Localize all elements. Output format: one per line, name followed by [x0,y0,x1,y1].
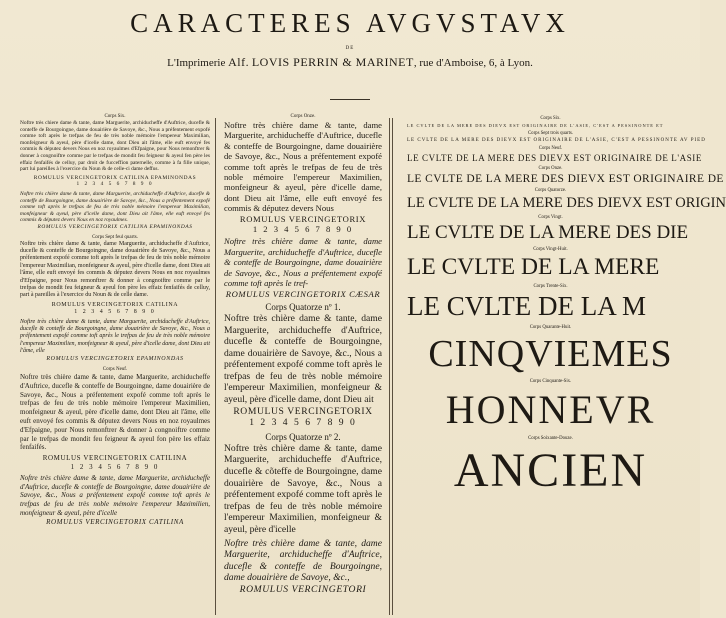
italic-caps-line: ROMULUS VERCINGETORIX CÆSAR [225,288,381,299]
imprint-prefix: L'Imprimerie [167,57,229,69]
digits-line: 1 2 3 4 5 6 7 8 9 0 [252,224,354,235]
text-block-neuf: Noftre très chière dame & tante, dame Marguerite, archiducheffe d'Auftrice, ducefle & conteffe de Bourgoingne, dame douairière de Savoye, &c., Nous a préfentement expofé comme toft après le trefpas de feu de très noble mémoire l'empereur Maximilien, monfeigneur & ayeul, père d'icelle dame, dont Dieu ait l'âme, elle euft envoyé fes commis & députez devers Nous en noz royaulmes d'Efpaigne, pour Nous remonftrer & donner à congnoiftre comme par le trefpas de mondit feu feigneur & ayeul fon père les effaiz fenfaifés. [20,373,210,452]
italic-block-sept: Noftre très chière dame & tante, dame Marguerite, archiducheffe d'Auftrice, ducefle & conteffe de Bourgoingne, dame douairière de Savoye, &c., Nous a préfentement expofé comme toft après le trefpas de feu de très noble mémoire l'empereur Maximilien, monfeigneur & ayeul, père d'icelle dame, dont Dieu ait l'âme, elle [20,318,210,355]
text-block-onze: Noftre très chière dame & tante, dame Marguerite, archiducheffe d'Auftrice, ducefle & conteffe de Bourgoingne, dame douairière de Savoye, &c., Nous a préfentement expofé comme toft après le trefpas de feu de très noble mémoire l'empereur Maximilien, monfeigneur & ayeul, père d'icelle dame, dont Dieu ait l'âme, elle euft envoyé fes commis & députez devers Nous [224,120,382,214]
display-line-sept: LE CVLTE DE LA MERE DES DIEVX EST ORIGINAIRE DE L'ASIE, C'EST A PESSINONTE AV PIED [407,138,706,143]
title-rule [330,99,370,100]
column-divider-right [389,118,390,615]
display-line-vingt: LE CVLTE DE LA MERE DES DIE [407,222,689,243]
column-small-sizes [20,113,210,613]
size-label: Corps Sept trois quarts. [527,131,574,136]
text-block-quatorze-1: Noftre très chière dame & tante, dame Marguerite, archiducheffe d'Auftrice, ducefle & conteffe de Bourgoingne, dame douairière de Savoye, &c., Nous a préfentement expofé comme toft après le trefpas de feu de très noble mémoire l'empereur Maximilien, monfeigneur & ayeul, père d'icelle dame, dont Dieu ait [224,312,382,406]
size-label: Corps Onze. [290,114,316,119]
page-title: CARACTERES AVGVSTAVX [130,8,570,38]
italic-caps-line: ROMULUS VERCINGETORI [239,583,367,595]
size-label: Corps Trente-Six. [533,284,568,289]
digits-line: 1 2 3 4 5 6 7 8 9 0 [70,462,160,471]
display-line-quarante-huit: CINQVIEMES [428,333,673,375]
size-label: Corps Quarante-Huit. [529,325,572,330]
size-label: Corps Six. [540,116,561,121]
size-label: Corps Sept feul quarts. [92,234,138,240]
column-divider-left [215,118,216,615]
size-label: Corps Quatorze nº 1. [265,301,341,312]
italic-block-neuf: Noftre très chière dame & tante, dame Marguerite, archiducheffe d'Auftrice, ducefle & conteffe de Bourgoingne, dame douairière de Savoye, &c., Nous a préfentement expofé comme toft après le trefpas de feu de très noble mémoire l'empereur Maximilien, monfeigneur & ayeul, père d'icelle [20,473,210,517]
display-line-onze: LE CVLTE DE LA MERE DES DIEVX EST ORIGINAIRE DE [407,173,724,185]
title-connector: DE [345,46,355,51]
size-label: Corps Onze. [538,166,563,171]
column-medium-sizes [224,113,382,613]
size-label: Corps Quatorze. [534,188,567,193]
text-block-six: Noftre très chiere dame & tante, dame Marguerite, archiducheffe d'Auftrice, ducefle & conteffe de Bourgoingne, dame douairière de Savoye, &c., Nous a préfentement expofé comme toft après le trefpas de feu de très noble mémoire l'empereur Maximilian, monfeigneur & ayeul, père d'icelle dame, dont Dieu ait l'âme, elle euft envoyé fes commis & députez devers Nous en noz royaulmes d'Efpaigne, pour Nous remonftrer & donner à congnoiftre comme par le trefpas de mondit feu feigneur & ayeul fen père les effaiz fenfaifés de celluy, par droit de fucceffion paternelle, comme à fa fille unique, part lui pareilles à l'exercice du Noun & de celle-ci dame deffus. [20,120,210,173]
display-line-six: LE CVLTE DE LA MERE DES DIEVX EST ORIGINAIRE DE L'ASIE, C'EST A PESSINONTE ET [407,123,664,128]
digits-line: 1 2 3 4 5 6 7 8 9 0 [76,181,154,188]
caps-line: ROMULUS VERCINGETORIX CATILINA [51,301,179,308]
display-line-vingt-huit: LE CVLTE DE LA MERE [407,254,660,280]
printer-imprint [0,55,700,70]
digits-line: 1 2 3 4 5 6 7 8 9 0 [74,309,156,316]
size-label: Corps Vingt-Huit. [533,247,568,252]
size-label: Corps Six. [104,114,126,119]
italic-caps-line: ROMULUS VERCINGETORIX CATILINA [46,517,184,526]
italic-block-six: Noftre très chière dame & tante, dame Marguerite, archiducheffe d'Auftrice, ducefle & conteffe de Bourgoingne, dame douairière de Savoye, &c., Nous a préfentement expofé comme toft après le trefpas de feu de très noble mémoire l'empereur Maximilian, monfeigneur & ayeul, père d'icelle dame, dont Dieu ait l'âme, elle euft envoyé fes commis & députez devers Nous en noz royaulmes. [20,190,210,224]
imprint-address: , rue d'Amboise, 6, à Lyon. [413,57,533,69]
size-label: Corps Soixante-Douze. [528,436,573,441]
display-line-cinquante-six: HONNEVR [445,387,656,432]
italic-block-onze: Noftre très chière dame & tante, dame Marguerite, archiducheffe d'Auftrice, ducefle & conteffe de Bourgoingne, dame douairière de Savoye, &c., Nous a préfentement expofé comme toft après le tref- [224,236,382,289]
display-line-quatorze: LE CVLTE DE LA MERE DES DIEVX EST ORIGIN [407,195,726,211]
caps-line: ROMULUS VERCINGETORIX CATILINA [42,454,188,463]
imprint-alf: Alf. [228,55,250,69]
text-block-quatorze-2: Noftre très chière dame & tante, dame Marguerite, archiducheffe d'Auftrice, ducefle & cõteffe de Bourgoingne, dame douairière de Savoye, &c., Nous a préfentement expofé comme toft après le trefpas de feu de très noble mémoire l'empereur Maximilien, monfeigneur & ayeul, père d'icelle [224,442,382,535]
column-divider-right-inner [392,118,393,615]
size-label: Corps Neuf. [102,367,128,372]
italic-block-quatorze-2: Noftre très chière dame & tante, dame Marguerite, archiducheffe d'Auftrice, ducefle & conteffe de Bourgoingne, dame douairière de Savoye, &c., [224,537,382,584]
italic-caps-line: ROMULUS VERCINGETORIX EPAMINONDAS [46,355,184,362]
caps-line: ROMULUS VERCINGETORIX [233,405,373,417]
caps-line: ROMULUS VERCINGETORIX [239,213,367,224]
text-block-sept: Noftre très chière dame & tante, dame Marguerite, archiducheffe d'Auftrice, ducefle & conteffe de Bourgoingne, dame douairière de Savoye, &c., Nous a préfentement expofé comme toft après le trefpas de feu de très noble mémoire l'empereur Maximilian, monfeigneur & ayeul, père d'icelle dame, dont Dieu ait l'âme, elle euft envoyé fes commis & députez devers Nous en noz royaulmes d'Efpaigne, pour Nous remonftrer & donner à congnoiftre comme par le trefpas de mondit feu feigneur & ayeul fon père les effaiz fenfaifés de celluy, part à pareilles à l'exercice du Noun & de celle dame. [20,240,210,299]
display-line-neuf: LE CVLTE DE LA MERE DES DIEVX EST ORIGINAIRE DE L'ASIE [407,153,703,163]
display-line-trente-six: LE CVLTE DE LA M [407,291,646,321]
size-label: Corps Neuf. [538,146,563,151]
size-label: Corps Vingt. [538,215,563,220]
display-line-soixante-douze: ANCIEN [453,444,648,497]
column-display-sizes [407,113,726,618]
size-label: Corps Cinquante-Six. [529,379,572,384]
size-label: Corps Quatorze nº 2. [265,431,341,442]
italic-caps-line: ROMULUS VERCINGETORIX CATILINA EPAMINONDAS [37,223,193,230]
digits-line: 1 2 3 4 5 6 7 8 9 0 [249,417,357,429]
imprint-name: LOVIS PERRIN & MARINET [251,55,414,69]
caps-line: ROMULUS VERCINGETORIX CATILINA EPAMINONDAS [33,174,197,181]
